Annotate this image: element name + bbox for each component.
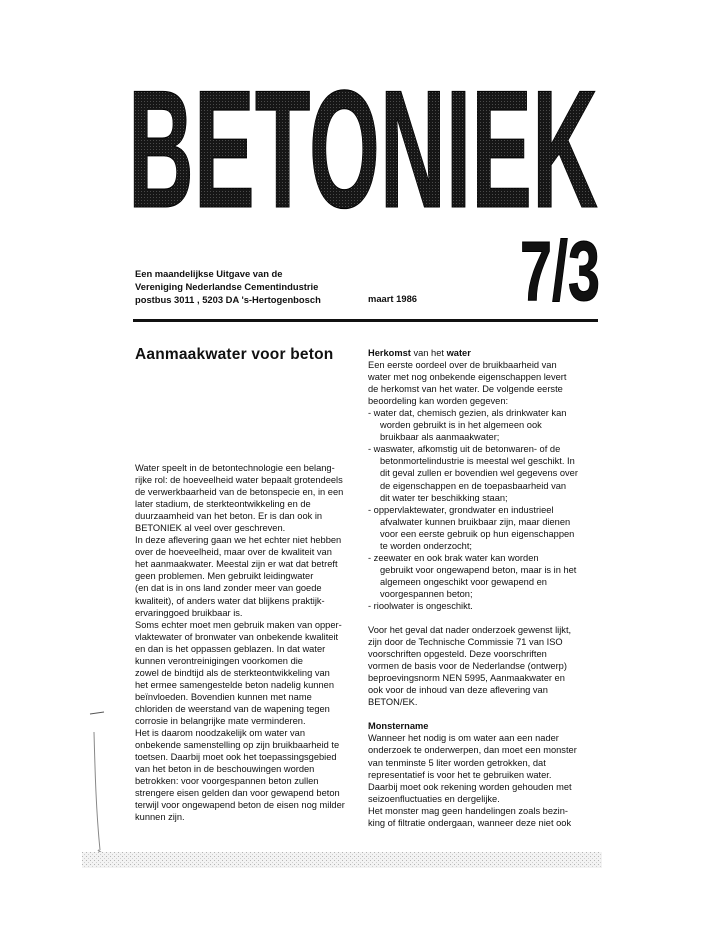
text-line: Een eerste oordeel over de bruikbaarheid van (368, 360, 557, 371)
section-heading-monstername: Monstername (368, 721, 429, 732)
header-divider (133, 319, 598, 322)
text-line: betrokken: voor voorgespannen beton zullen (135, 776, 319, 787)
text-line: Daarbij moet ook rekening worden gehouden met (368, 781, 572, 792)
text-line: water met nog onbekende eigenschappen levert (368, 372, 567, 383)
text-line: het aanmaakwater. Meestal zijn er wat dat betreft (135, 559, 338, 570)
bullet-line: - oppervlaktewater, grondwater en industrieel (368, 504, 554, 515)
publisher-address: postbus 3011 , 5203 DA 's-Hertogenbosch (135, 294, 321, 305)
heading-part: water (446, 348, 471, 358)
text-line: king of filtratie ondergaan, wanneer deze niet ook (368, 817, 572, 828)
text-line: onderzoek te onderwerpen, dan moet een monster (368, 745, 577, 756)
text-line: vormen de basis voor de Nederlandse (ontwerp) (368, 661, 567, 672)
text-line: kwaliteit), of anders water dat blijkens praktijk- (135, 595, 325, 606)
text-line: duurzaamheid van het beton. Er is dan ook in (135, 511, 323, 522)
text-line: Water speelt in de betontechnologie een belang- (135, 463, 335, 473)
bullet-line: voorgespannen beton; (380, 588, 473, 599)
text-line: strengere eisen gelden dan voor gewapend beton (135, 788, 340, 799)
text-line: vlaktewater of bronwater van onbekende kwaliteit (135, 631, 339, 642)
text-line: en dan is het oppassen geblazen. In dat water (135, 643, 326, 654)
spacer (368, 612, 600, 624)
text-line: Voor het geval dat nader onderzoek gewenst lijkt, (368, 625, 572, 636)
text-line: Wanneer het nodig is om water aan een nader (368, 733, 559, 744)
bullet-line: - waswater, afkomstig uit de betonwaren- of de (368, 444, 561, 455)
text-line: van tenminste 5 liter worden getrokken, dat (368, 757, 546, 768)
issue-number-mark (520, 224, 600, 318)
bullet-line: - water dat, chemisch gezien, als drinkwater kan (368, 408, 567, 419)
bullet-line: - zeewater en ook brak water kan worden (368, 552, 539, 563)
text-line: de herkomst van het water. De volgende eerste (368, 384, 563, 395)
bullet-item (368, 407, 600, 443)
publisher-line: Een maandelijkse Uitgave van de (135, 268, 283, 279)
bullet-item (368, 443, 600, 503)
text-line: ook voor de inhoud van deze aflevering van (368, 685, 548, 696)
herkomst-bullet-list (368, 407, 600, 612)
article-right-column (368, 347, 600, 829)
text-line: Het monster mag geen handelingen zoals bezin- (368, 805, 569, 816)
text-line: voorschriften opgesteld. Deze voorschriften (368, 649, 547, 660)
text-line: seizoenfluctuaties en dergelijke. (368, 793, 500, 804)
article-left-column (135, 462, 365, 823)
text-line: (en dat is in ons land zonder meer van goede (135, 583, 322, 594)
text-line: kunnen verontreinigingen voorkomen die (135, 655, 303, 666)
text-line: In deze aflevering gaan we het echter niet hebben (135, 535, 342, 546)
text-line: beproevingsnorm NEN 5995, Aanmaakwater en (368, 673, 565, 684)
text-line: beïnvloeden. Bovendien kunnen met name (135, 691, 312, 702)
text-line: chloriden de weerstand van de wapening tegen (135, 703, 330, 714)
issue-date: maart 1986 (368, 293, 417, 304)
bullet-item (368, 600, 600, 612)
bullet-line: dit water ter beschikking staan; (380, 492, 508, 503)
bullet-line: afvalwater kunnen bruikbaar zijn, maar dienen (380, 516, 571, 527)
masthead-title: BETONIEK (128, 55, 598, 243)
text-line: kunnen zijn. (135, 812, 185, 823)
monstername-paragraph (368, 732, 600, 828)
bullet-line: dit geval zullen er bovendien wel gegevens over (380, 468, 578, 479)
bullet-line: betonmortelindustrie is meestal wel geschikt. In (380, 456, 575, 467)
iso-paragraph (368, 624, 600, 708)
text-line: onbekende samenstelling op zijn bruikbaarheid te (135, 740, 340, 751)
article-title: Aanmaakwater voor beton (135, 346, 334, 363)
heading-part: van het (410, 348, 447, 358)
scan-artifact-left (86, 700, 116, 865)
text-line: van het beton in de beschouwingen worden (135, 764, 315, 775)
bullet-line: te worden onderzocht; (380, 540, 472, 551)
text-line: BETON/EK. (368, 697, 418, 708)
bullet-line: de eigenschappen en de toepasbaarheid van (380, 480, 567, 491)
betoniek-masthead-logo (128, 55, 598, 243)
publisher-line: Vereniging Nederlandse Cementindustrie (135, 281, 319, 292)
bullet-line: gebruikt voor ongewapend beton, maar is in het (380, 564, 577, 575)
bullet-line: algemeen ongeschikt voor gewapend en (380, 576, 547, 587)
text-line: beoordeling kan worden gegeven: (368, 396, 509, 407)
text-line: het ermee samengestelde beton nadelig kunnen (135, 679, 334, 690)
text-line: over de hoeveelheid, maar over de kwaliteit van (135, 547, 332, 558)
bullet-line: worden gebruikt is in het algemeen ook (380, 420, 542, 431)
text-line: toetsen. Daarbij moet ook het toepassingsgebied (135, 752, 337, 763)
text-line: zowel de bindtijd als de sterkteontwikkeling van (135, 667, 330, 678)
text-line: corrosie in belangrijke mate verminderen. (135, 715, 306, 726)
herkomst-intro (368, 359, 600, 407)
text-line: later stadium, de sterkteontwikkeling en de (135, 499, 311, 510)
text-line: de verwerkbaarheid van de betonspecie en, in een (135, 487, 344, 498)
text-line: zijn door de Technische Commissie 71 van ISO (368, 637, 563, 648)
bullet-line: bruikbaar als aanmaakwater; (380, 432, 500, 443)
spacer (368, 708, 600, 720)
text-line: Soms echter moet men gebruik maken van opper- (135, 619, 342, 630)
text-line: rijke rol: de hoeveelheid water bepaalt grotendeels (135, 475, 343, 486)
text-line: terwijl voor ongewapend beton de eisen nog milder (135, 800, 345, 811)
bullet-item (368, 504, 600, 552)
scan-artifact-bottom (82, 852, 602, 868)
text-line: representatief is voor het te gebruiken water. (368, 769, 552, 780)
text-line: geen problemen. Men gebruikt leidingwater (135, 571, 314, 582)
heading-part: Herkomst (368, 348, 411, 358)
publisher-info (135, 267, 321, 306)
bullet-item (368, 552, 600, 600)
text-line: ervaringgoed bruikbaar is. (135, 607, 243, 618)
issue-number: 7/3 (520, 224, 600, 318)
text-line: Het is daarom noodzakelijk om water van (135, 728, 306, 739)
bullet-line: - rioolwater is ongeschikt. (368, 600, 473, 611)
section-heading-herkomst (368, 347, 600, 359)
bullet-line: voor een eerste gebruik op hun eigenschappen (380, 528, 575, 539)
text-line: BETONIEK al veel over geschreven. (135, 523, 286, 534)
